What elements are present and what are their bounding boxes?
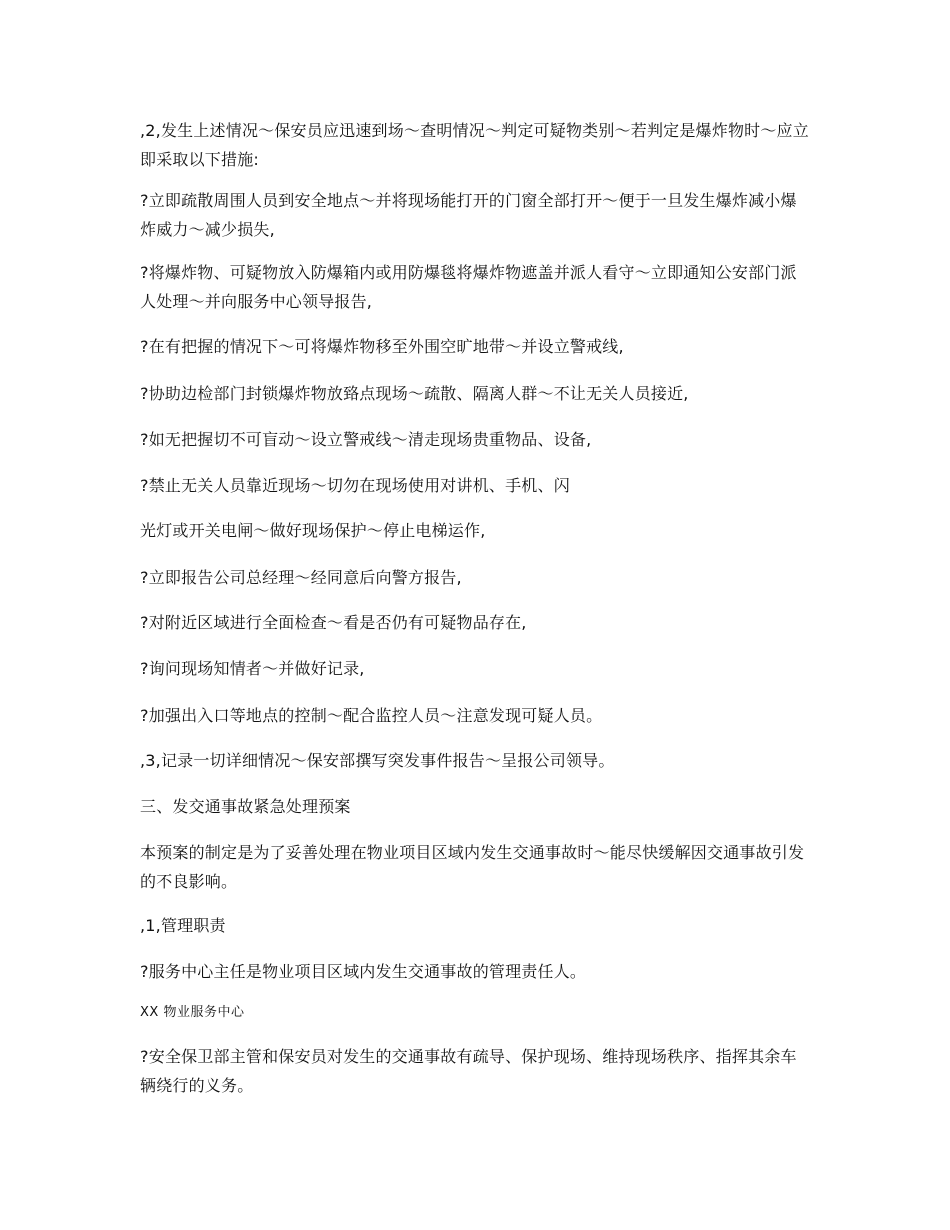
paragraph-forbid-approach: ?禁止无关人员靠近现场～切勿在现场使用对讲机、手机、闪 <box>140 476 570 495</box>
paragraph-bomb-procedure-intro: ,2,发生上述情况～保安员应迅速到场～查明情况～判定可疑物类别～若判定是爆炸物时～应立即采取以下措施: <box>140 121 809 169</box>
paragraph-report-manager: ?立即报告公司总经理～经同意后向警方报告, <box>140 568 462 587</box>
paragraph-move-explosive: ?在有把握的情况下～可将爆炸物移至外围空旷地带～并设立警戒线, <box>140 337 624 356</box>
paragraph-security-duties: ?安全保卫部主管和保安员对发生的交通事故有疏导、保护现场、维持现场秩序、指挥其余车辆绕行的义务。 <box>140 1047 797 1095</box>
paragraph-inspect-area: ?对附近区域进行全面检查～看是否仍有可疑物品存在, <box>140 613 527 632</box>
paragraph-plan-purpose: 本预案的制定是为了妥善处理在物业项目区域内发生交通事故时～能尽快缓解因交通事故引发的不良影响。 <box>140 843 805 891</box>
subheading-management-duties: ,1,管理职责 <box>140 916 226 935</box>
paragraph-seal-site: ?协助边检部门封锁爆炸物放臵点现场～疏散、隔离人群～不让无关人员接近, <box>140 384 689 403</box>
paragraph-control-entrances: ?加强出入口等地点的控制～配合监控人员～注意发现可疑人员。 <box>140 706 603 725</box>
paragraph-no-blind-action: ?如无把握切不可盲动～设立警戒线～清走现场贵重物品、设备, <box>140 430 592 449</box>
paragraph-forbid-approach-continued: 光灯或开关电闸～做好现场保护～停止电梯运作, <box>140 521 486 540</box>
page-footer-organization: XX 物业服务中心 <box>140 1005 245 1020</box>
paragraph-center-director: ?服务中心主任是物业项目区域内发生交通事故的管理责任人。 <box>140 962 587 981</box>
paragraph-evacuate: ?立即疏散周围人员到安全地点～并将现场能打开的门窗全部打开～便于一旦发生爆炸减小爆炸威力～减少损失, <box>140 191 797 239</box>
paragraph-explosion-proof-box: ?将爆炸物、可疑物放入防爆箱内或用防爆毯将爆炸物遮盖并派人看守～立即通知公安部门派人处理～并向服务中心领导报告, <box>140 263 797 311</box>
paragraph-record-details: ,3,记录一切详细情况～保安部撰写突发事件报告～呈报公司领导。 <box>140 751 615 770</box>
section-heading-traffic-accident: 三、发交通事故紧急处理预案 <box>140 797 351 816</box>
paragraph-interview-witnesses: ?询问现场知情者～并做好记录, <box>140 659 365 678</box>
